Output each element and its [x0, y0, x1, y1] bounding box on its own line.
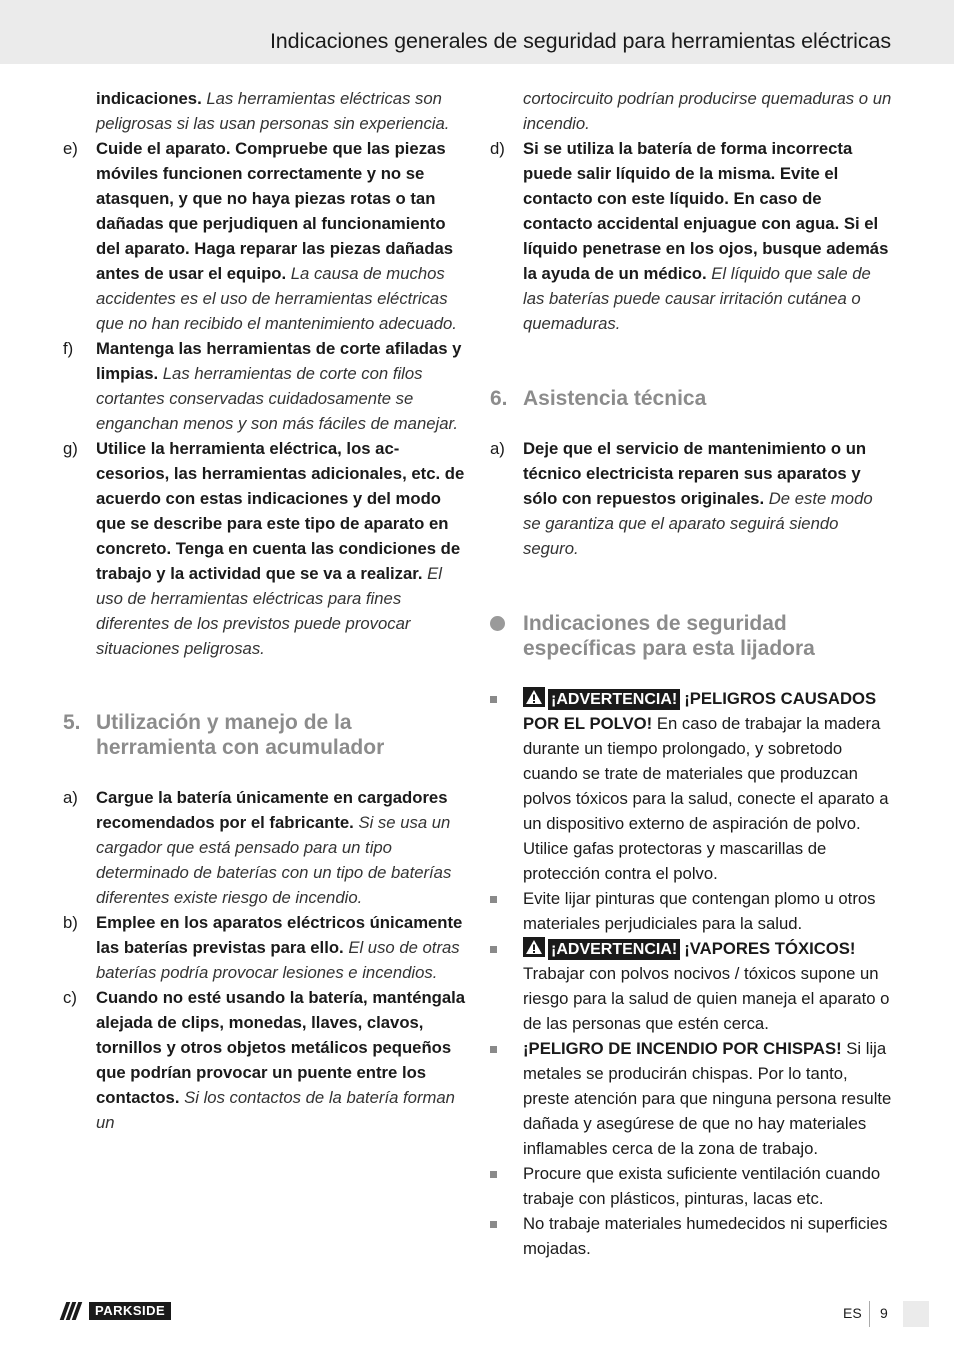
left-column: [63, 86, 467, 1135]
item-text: Evite lijar pinturas que contengan plomo u otros materiales perjudiciales para la salud.: [523, 889, 876, 933]
warning-triangle-icon: [523, 937, 545, 957]
language-code: ES: [843, 1305, 862, 1321]
item-marker: a): [63, 788, 78, 807]
square-bullet-icon: [490, 696, 497, 703]
square-bullet-icon: [490, 1221, 497, 1228]
bullet-icon: [490, 616, 505, 631]
item-marker: e): [63, 139, 78, 158]
page-header: [0, 0, 954, 64]
item-italic: Si los contactos de la batería forman un: [96, 1088, 455, 1132]
item-bold: Emplee en los aparatos eléctricos únicamente las baterías previstas para ello.: [96, 913, 463, 957]
square-bullet-icon: [490, 1171, 497, 1178]
item-marker: g): [63, 439, 78, 458]
item-e: [63, 136, 467, 336]
item-a-service: [490, 436, 894, 561]
square-bullet-icon: [490, 896, 497, 903]
warning-label: ¡ADVERTENCIA!: [548, 939, 680, 960]
item-marker: d): [490, 139, 505, 158]
item-marker: b): [63, 913, 78, 932]
item-italic: El uso de herramientas eléctricas para fines diferentes de los previstos puede provocar situaciones peligrosas.: [96, 564, 442, 658]
item-bold: Utilice la herramienta eléctrica, los accesorios, las herramientas adicionales, etc. de acuerdo con estas indicaciones y del modo que se describe para este tipo de aparato en concreto. Tenga en cuenta las condiciones de trabajo y la actividad que se va a realizar.: [96, 439, 465, 583]
section-number: 5.: [63, 711, 81, 734]
section-number: 6.: [490, 387, 508, 410]
brand-name: PARKSIDE: [89, 1302, 171, 1320]
item-c: [63, 985, 467, 1135]
item-italic: El líquido que sale de las baterías puede causar irritación cutánea o quemaduras.: [523, 264, 871, 333]
item-d-continued: [63, 86, 467, 136]
item-bold: ¡PELIGROS CAUSADOS POR EL POLVO!: [523, 689, 877, 733]
square-bullet-icon: [490, 946, 497, 953]
logo-stripes-icon: [63, 1302, 87, 1320]
footer-divider: [869, 1301, 870, 1327]
item-italic: De este modo se garantiza que el aparato seguirá siendo seguro.: [523, 489, 873, 558]
list-item-dust: [490, 686, 894, 886]
item-b: [63, 910, 467, 985]
item-bold: Mantenga las herramientas de corte afiladas y limpias.: [96, 339, 462, 383]
item-c-continued: [490, 86, 894, 136]
warning-triangle-icon: [523, 687, 545, 707]
list-item-lead: [490, 886, 894, 936]
section-title: Asistencia técnica: [523, 387, 707, 410]
section-5-heading: [63, 710, 467, 760]
item-f: [63, 336, 467, 436]
item-marker: f): [63, 339, 74, 358]
list-item-vapors: [490, 936, 894, 1036]
section-title: Indicaciones de seguridad específicas para esta lijadora: [523, 612, 815, 660]
item-text: Procure que exista suficiente ventilación cuando trabaje con plásticos, pinturas, lacas etc.: [523, 1164, 881, 1208]
item-italic: cortocircuito podrían producirse quemaduras o un incendio.: [523, 89, 892, 133]
item-g: [63, 436, 467, 661]
item-italic: El uso de otras baterías podría provocar lesiones e incendios.: [96, 938, 460, 982]
right-column: [490, 86, 894, 1261]
list-item-ventilation: [490, 1161, 894, 1211]
list-item-wet: [490, 1211, 894, 1261]
section-title: Utilización y manejo de la herramienta con acumulador: [96, 711, 385, 759]
square-bullet-icon: [490, 1046, 497, 1053]
section-6-heading: [490, 386, 894, 411]
footer-tab-marker: [903, 1301, 929, 1327]
item-bold: Cargue la batería únicamente en cargadores recomendados por el fabricante.: [96, 788, 448, 832]
item-marker: c): [63, 988, 77, 1007]
item-italic: La causa de muchos accidentes es el uso de herramientas eléctricas que no han recibido el mantenimiento adecuado.: [96, 264, 457, 333]
item-d: [490, 136, 894, 336]
item-bold: indicaciones.: [96, 89, 202, 108]
item-bold: Cuide el aparato. Compruebe que las piezas móviles funcionen correctamente y no se atasquen, y que no haya piezas rotas o tan dañadas que perjudiquen al funcionamiento del aparato. Haga reparar las piezas dañadas antes de usar el equipo.: [96, 139, 454, 283]
section-7-heading: [490, 611, 894, 661]
item-text: Trabajar con polvos nocivos / tóxicos supone un riesgo para la salud de quien maneja el aparato o de las personas que estén cerca.: [523, 964, 890, 1033]
item-text: No trabaje materiales humedecidos ni superficies mojadas.: [523, 1214, 888, 1258]
page-number: 9: [880, 1305, 888, 1321]
brand-logo: [63, 1302, 171, 1320]
item-text: Si lija metales se producirán chispas. Por lo tanto, preste atención para que ninguna persona resulte dañada y asegúrese de que no hay materiales inflamables cerca de la zona de trabajo.: [523, 1039, 892, 1158]
item-bold: Si se utiliza la batería de forma incorrecta puede salir líquido de la misma. Evite el contacto con este líquido. En caso de contacto accidental enjuague con agua. Si el líquido penetrase en los ojos, busque además la ayuda de un médico.: [523, 139, 889, 283]
item-italic: Las herramientas eléctricas son peligrosas si las usan personas sin experiencia.: [96, 89, 450, 133]
item-text: En caso de trabajar la madera durante un tiempo prolongado, y sobretodo cuando se trate de materiales que produzcan polvos tóxicos para la salud, conecte el aparato a un dispositivo externo de aspiración de polvo. Utilice gafas protectoras y mascarillas de protección contra el polvo.: [523, 714, 889, 883]
header-title: Indicaciones generales de seguridad para herramientas eléctricas: [269, 29, 891, 53]
item-italic: Las herramientas de corte con filos cortantes conservadas cuidadosamente se enganchan menos y son más fáciles de manejar.: [96, 364, 459, 433]
item-bold: Deje que el servicio de mantenimiento o un técnico electricista reparen sus aparatos y sólo con repuestos originales.: [523, 439, 867, 508]
item-bold: ¡PELIGRO DE INCENDIO POR CHISPAS!: [523, 1039, 842, 1058]
warning-label: ¡ADVERTENCIA!: [548, 689, 680, 710]
item-a: [63, 785, 467, 910]
item-italic: Si se usa un cargador que está pensado para un tipo determinado de baterías con un tipo de baterías diferentes existe riesgo de incendio.: [96, 813, 452, 907]
item-marker: a): [490, 439, 505, 458]
list-item-sparks: [490, 1036, 894, 1161]
item-bold: ¡VAPORES TÓXICOS!: [684, 939, 856, 958]
item-bold: Cuando no esté usando la batería, manténgala alejada de clips, monedas, llaves, clavos, tornillos y otros objetos metálicos pequeños que podrían provocar un puente entre los contactos.: [96, 988, 466, 1107]
